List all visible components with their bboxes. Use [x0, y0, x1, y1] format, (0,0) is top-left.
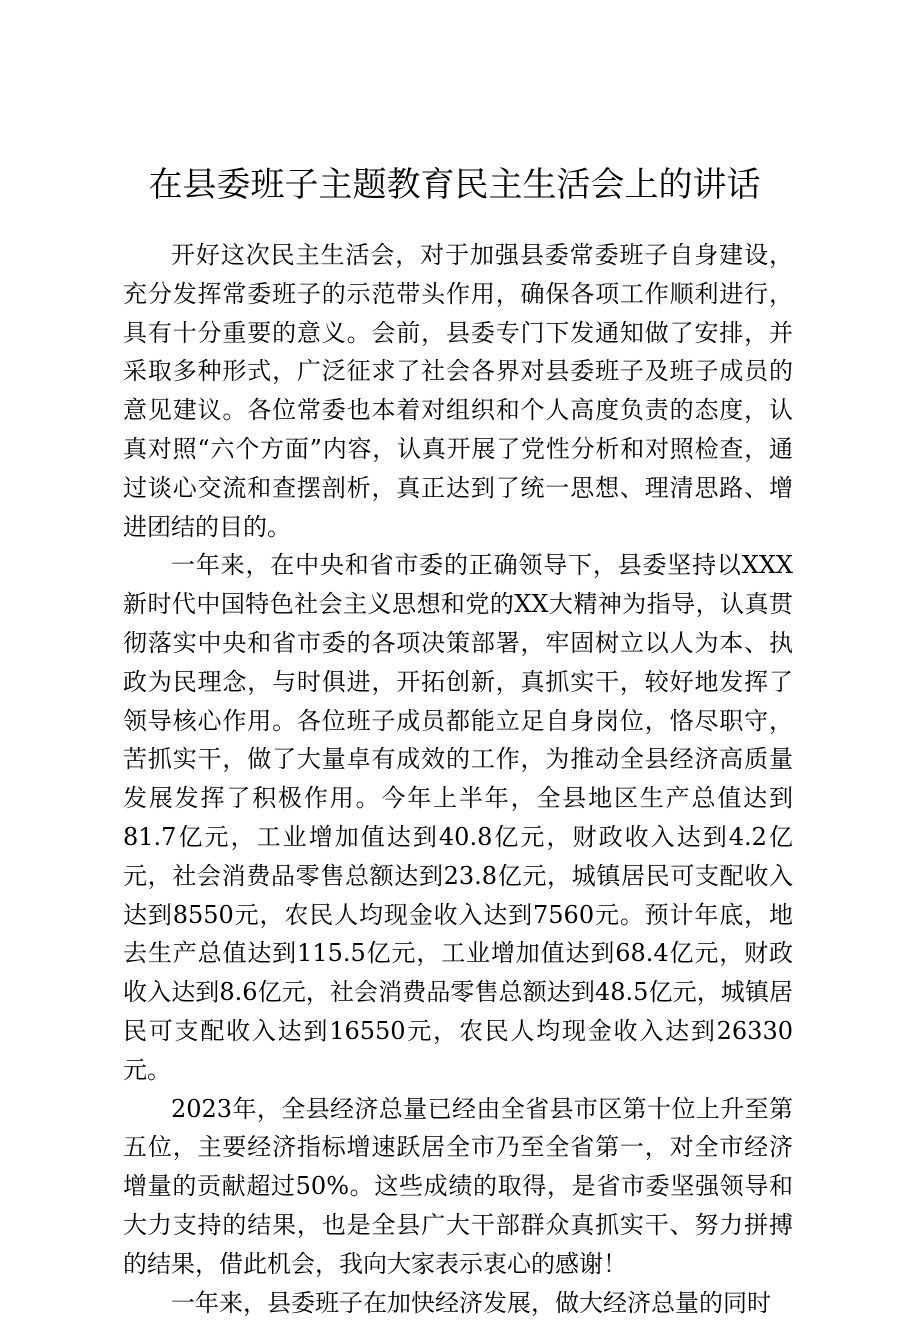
paragraph-continued: 一年来，县委班子在加快经济发展，做大经济总量的同时 [171, 1288, 771, 1317]
paragraph-achievements: 一年来，在中央和省市委的正确领导下，县委坚持以XXX新时代中国特色社会主义思想和党的XX大精神为指导，认真贯彻落实中央和省市委的各项决策部署，牢固树立以人为本、执政为民理念，与时俱进，开拓创新，真抓实干，较好地发挥了领导核心作用。各位班子成员都能立足自身岗位，恪尽职守，苦抓实干，做了大量卓有成效的工作，为推动全县经济高质量发展发挥了积极作用。今年上半年，全县地区生产总值达到81.7亿元，工业增加值达到40.8亿元，财政收入达到4.2亿元，社会消费品零售总额达到23.8亿元，城镇居民可支配收入达到8550元，农民人均现金收入达到7560元。预计年底，地去生产总值达到115.5亿元，工业增加值达到68.4亿元，财政收入达到8.6亿元，社会消费品零售总额达到48.5亿元，城镇居民可支配收入达到16550元，农民人均现金收入达到26330元。 [123, 551, 793, 1084]
paragraph-2023-ranking: 2023年，全县经济总量已经由全省县市区第十位上升至第五位，主要经济指标增速跃居全市乃至全省第一，对全市经济增量的贡献超过50%。这些成绩的取得，是省市委坚强领导和大力支持的结果，也是全县广大干部群众真抓实干、努力拼搏的结果，借此机会，我向大家表示衷心的感谢！ [123, 1094, 793, 1278]
document-body [123, 236, 793, 1322]
document-title: 在县委班子主题教育民主生活会上的讲话 [148, 165, 761, 205]
paragraph-opening: 开好这次民主生活会，对于加强县委常委班子自身建设，充分发挥常委班子的示范带头作用，确保各项工作顺利进行，具有十分重要的意义。会前，县委专门下发通知做了安排，并采取多种形式，广泛征求了社会各界对县委班子及班子成员的意见建议。各位常委也本着对组织和个人高度负责的态度，认真对照“六个方面”内容，认真开展了党性分析和对照检查，通过谈心交流和查摆剖析，真正达到了统一思想、理清思路、增进团结的目的。 [123, 241, 793, 541]
